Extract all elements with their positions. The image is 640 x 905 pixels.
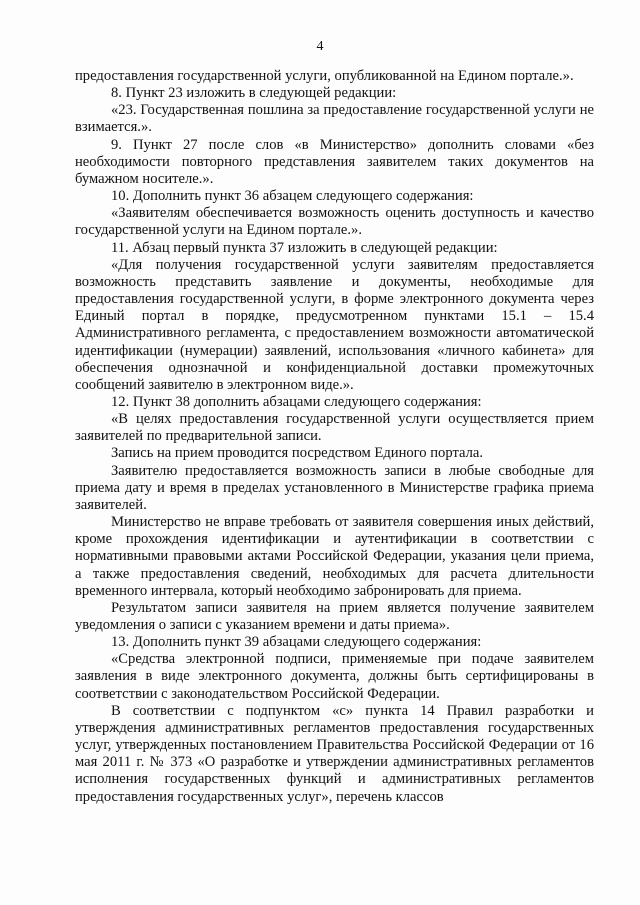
paragraph-item-11-text: «Для получения государственной услуги заявителям предоставляется возможность представить заявление и документы, необходимые для предоставления государственной услуги, в форме электронного документа через Единый портал в порядке, предусмотренном пунктами 15.1 – 15.4 Административного регламента, с предоставлением возможности автоматической идентификации (нумерации) заявлений, использования «личного кабинета» для обеспечения однозначной и конфиденциальной доставки промежуточных сообщений заявителю в электронном виде.». bbox=[75, 256, 594, 393]
page-number: 4 bbox=[316, 39, 324, 54]
paragraph-item-12-text-1: «В целях предоставления государственной услуги осуществляется прием заявителей по предварительной записи. bbox=[75, 411, 594, 445]
paragraph-item-12-text-3: Заявителю предоставляется возможность записи в любые свободные для приема дату и время в пределах установленного в Министерстве графика приема заявителей. bbox=[75, 462, 594, 513]
paragraph-item-13-text-1: «Средства электронной подписи, применяемые при подаче заявителем заявления в виде электронного документа, должны быть сертифицированы в соответствии с законодательством Российской Федерации. bbox=[75, 651, 594, 702]
paragraph-item-12-text-2: Запись на прием проводится посредством Единого портала. bbox=[111, 445, 484, 462]
paragraph-item-13-text-2: В соответствии с подпунктом «с» пункта 14 Правил разработки и утверждения административных регламентов предоставления государственных услуг, утвержденных постановлением Правительства Российской Федерации от 16 мая 2011 г. № 373 «О разработке и утверждении административных регламентов исполнения государственных функций и административных регламентов предоставления государственных услуг», перечень классов bbox=[75, 702, 594, 805]
paragraph-item-8: 8. Пункт 23 изложить в следующей редакции: bbox=[111, 85, 397, 102]
paragraph-item-12-text-5: Результатом записи заявителя на прием является получение заявителем уведомления о записи с указанием времени и даты приема». bbox=[75, 599, 594, 633]
paragraph-item-9: 9. Пункт 27 после слов «в Министерство» дополнить словами «без необходимости повторного представления заявителем таких документов на бумажном носителе.». bbox=[75, 136, 594, 187]
paragraph-continuation: предоставления государственной услуги, опубликованной на Едином портале.». bbox=[75, 68, 574, 84]
document-body bbox=[75, 68, 594, 806]
paragraph-item-11: 11. Абзац первый пункта 37 изложить в следующей редакции: bbox=[111, 239, 498, 256]
paragraph-item-12-text-4: Министерство не вправе требовать от заявителя совершения иных действий, кроме прохождения идентификации и аутентификации в соответствии с нормативными правовыми актами Российской Федерации, указания цели приема, а также предоставления сведений, необходимых для расчета длительности временного интервала, который необходимо забронировать для приема. bbox=[75, 514, 594, 599]
paragraph-item-12: 12. Пункт 38 дополнить абзацами следующего содержания: bbox=[111, 393, 482, 410]
paragraph-item-13: 13. Дополнить пункт 39 абзацами следующего содержания: bbox=[111, 634, 482, 651]
paragraph-item-10: 10. Дополнить пункт 36 абзацем следующего содержания: bbox=[111, 188, 474, 205]
paragraph-item-8-text: «23. Государственная пошлина за предоставление государственной услуги не взимается.». bbox=[75, 102, 594, 136]
paragraph-item-10-text: «Заявителям обеспечивается возможность оценить доступность и качество государственной услуги на Едином портале.». bbox=[75, 205, 594, 239]
